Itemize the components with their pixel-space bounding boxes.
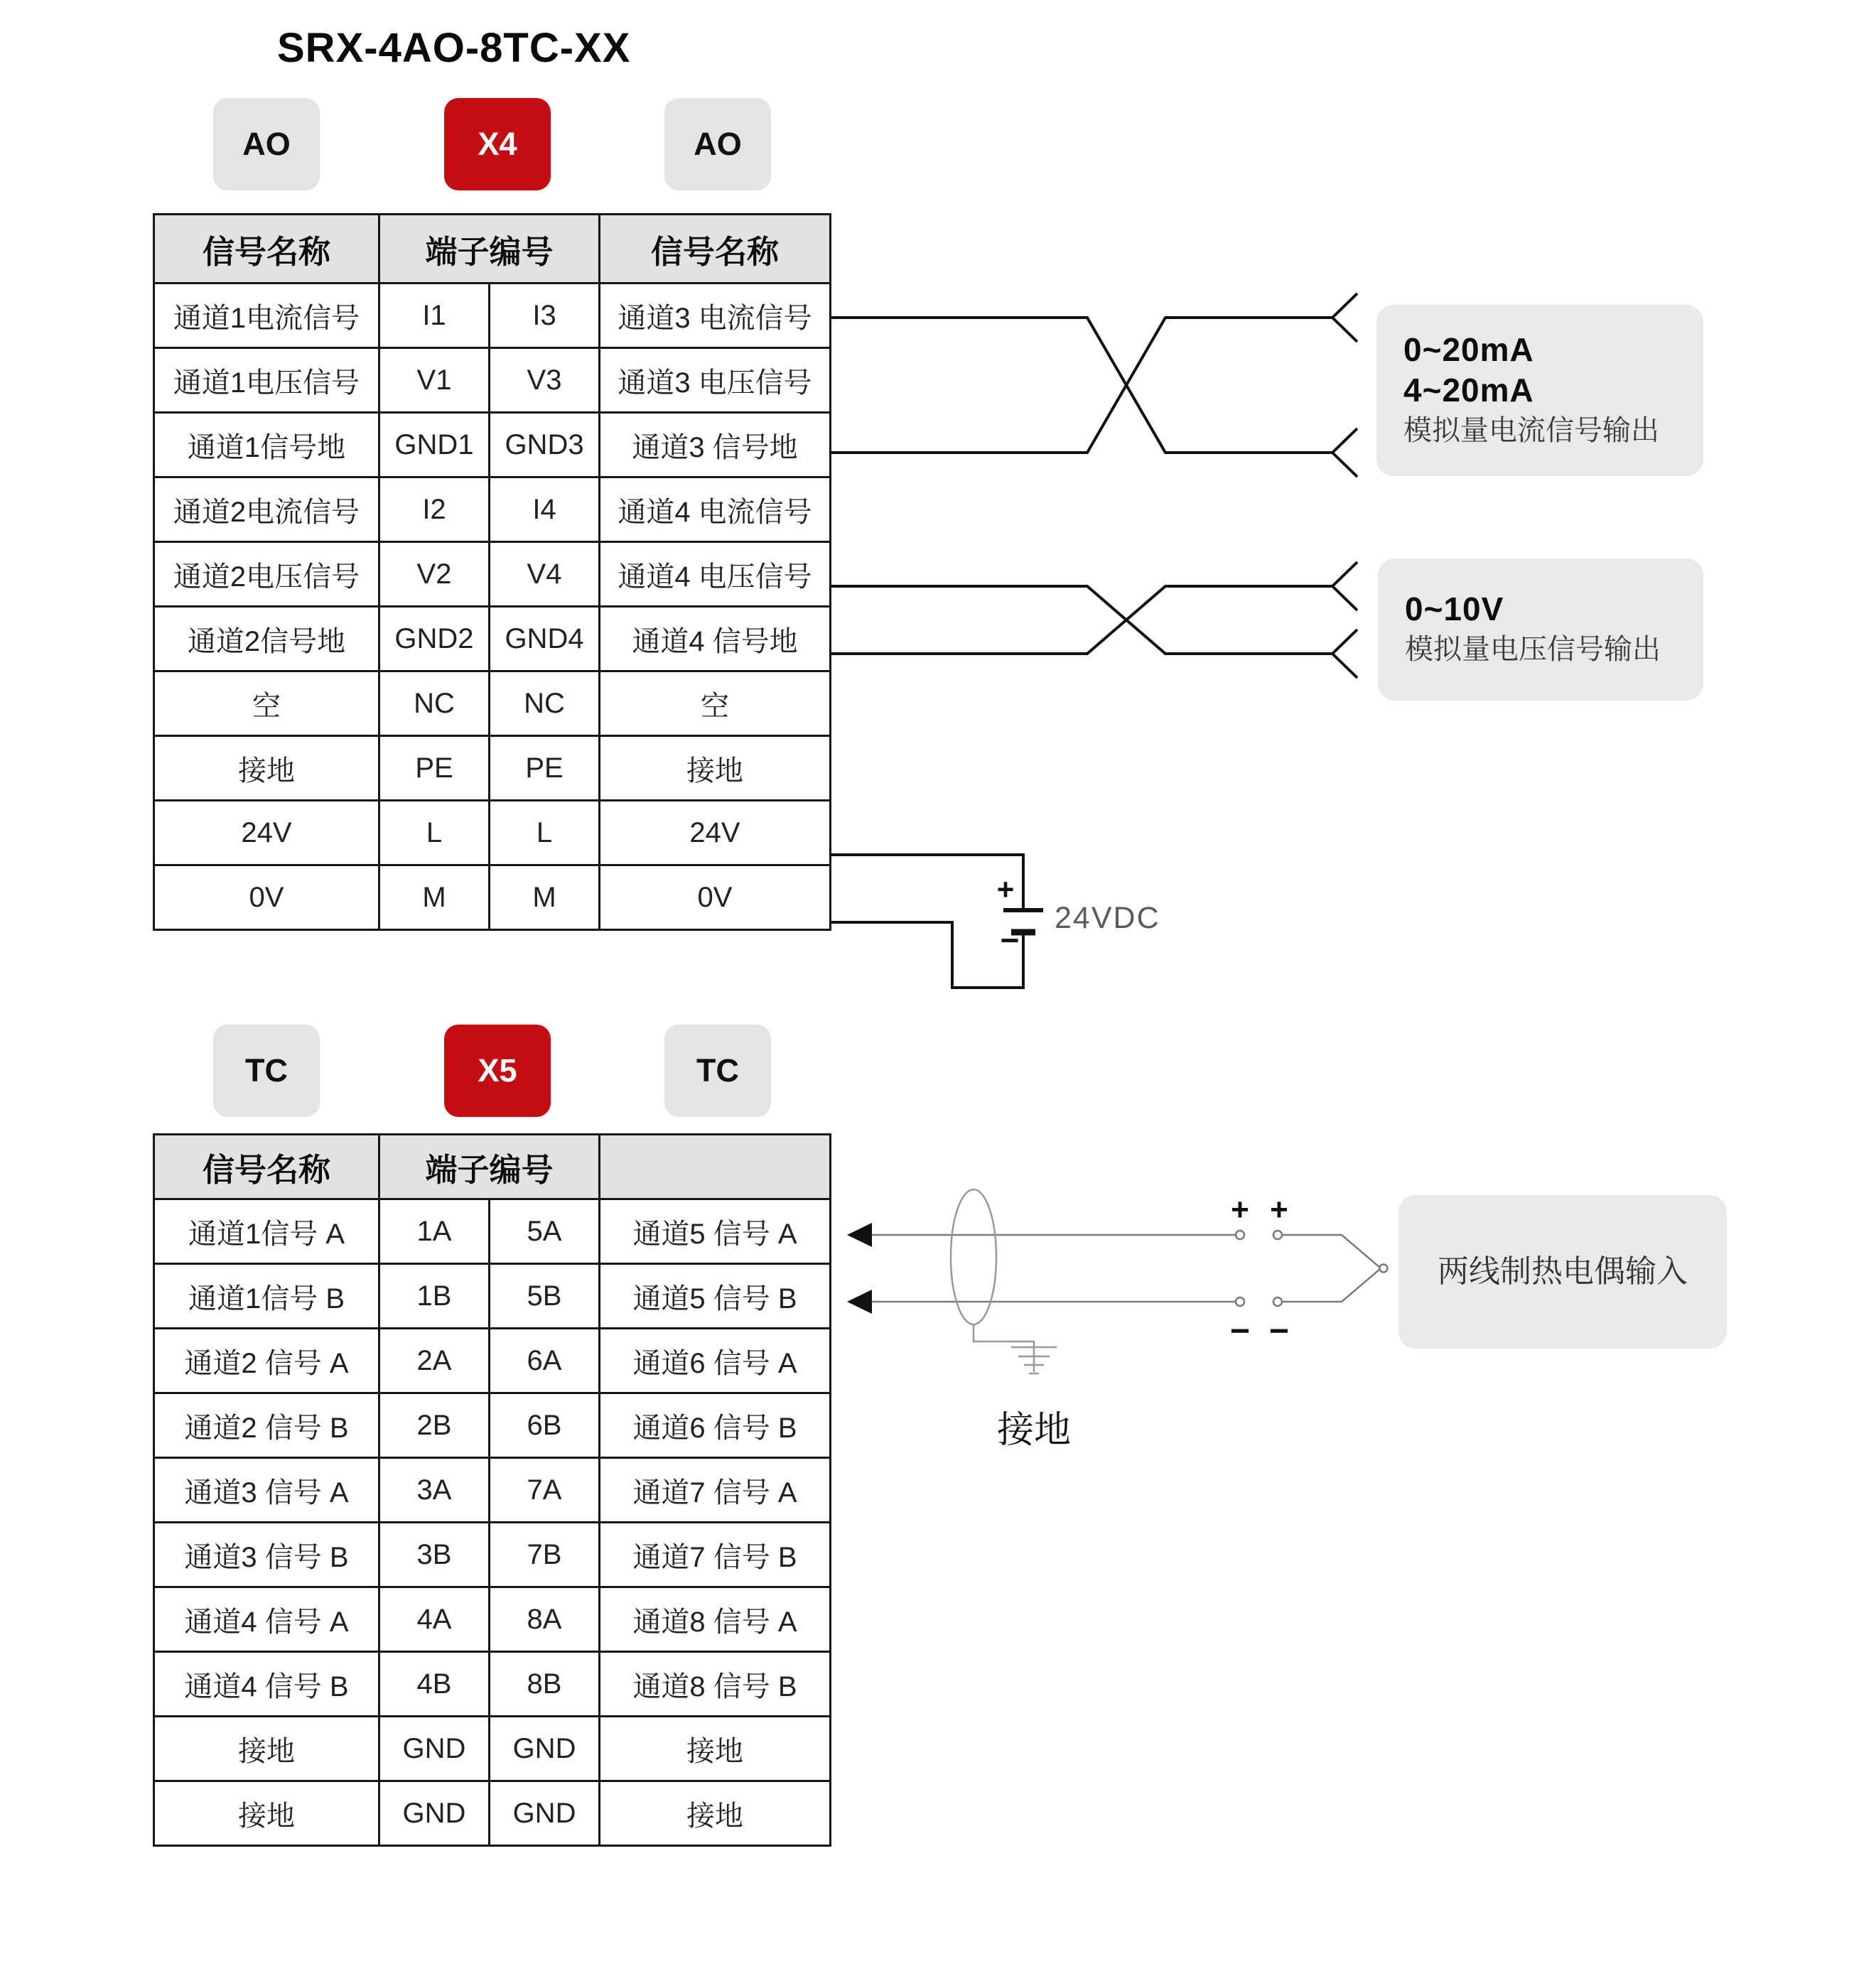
- table-cell: 1A: [379, 1199, 490, 1264]
- table-row: [154, 348, 831, 413]
- table-cell: 通道1电压信号: [154, 348, 379, 413]
- table-cell: GND: [490, 1717, 600, 1781]
- table-cell: GND: [379, 1781, 490, 1846]
- page-title: SRX-4AO-8TC-XX: [277, 25, 631, 71]
- table-cell: 通道7 信号 B: [600, 1523, 831, 1587]
- table-cell: 4A: [379, 1587, 490, 1652]
- table-cell: I3: [490, 284, 600, 348]
- thermocouple-wires: [872, 1235, 1380, 1302]
- table-cell: GND3: [490, 413, 600, 477]
- table-cell: M: [490, 865, 600, 930]
- table-cell: PE: [379, 736, 490, 801]
- table-cell: NC: [379, 671, 490, 736]
- badge-connector-x4: X4: [444, 98, 551, 190]
- badge-ao-left: AO: [213, 98, 320, 190]
- table-cell: PE: [490, 736, 600, 801]
- current-output-twisted-pair: [829, 293, 1357, 477]
- tc-minus-sign: −: [1229, 1312, 1251, 1350]
- badge-tc-right: TC: [664, 1025, 771, 1117]
- table-cell: 通道4 信号 B: [154, 1652, 379, 1717]
- table-cell: 通道7 信号 A: [600, 1458, 831, 1523]
- ao-wiring-svg: [829, 284, 1405, 1002]
- column-header: 信号名称: [154, 1135, 379, 1199]
- cable-shield-symbol: [951, 1189, 996, 1324]
- table-row: [154, 801, 831, 865]
- table-row: [154, 477, 831, 542]
- badge-ao-right: AO: [664, 98, 771, 190]
- table-cell: 接地: [154, 1717, 379, 1781]
- table-cell: 通道3 信号地: [600, 413, 831, 477]
- table-cell: 8B: [490, 1652, 600, 1717]
- current-range-2: 4~20mA: [1403, 372, 1534, 409]
- table-cell: 4B: [379, 1652, 490, 1717]
- terminal-circles: [1236, 1231, 1388, 1306]
- table-row: [154, 671, 831, 736]
- table-row: [154, 1393, 831, 1458]
- wire-fork-connector: [1332, 630, 1357, 678]
- battery-plus-sign: +: [996, 873, 1015, 906]
- table-cell: 通道3 电流信号: [600, 284, 831, 348]
- table-cell: 通道8 信号 A: [600, 1587, 831, 1652]
- wire-fork-connector: [1332, 562, 1357, 610]
- table-row: [154, 284, 831, 348]
- table-cell: 通道2信号地: [154, 607, 379, 671]
- table-cell: 7B: [490, 1523, 600, 1587]
- table-cell: V1: [379, 348, 490, 413]
- tc-pin-table: [153, 1133, 831, 1847]
- table-cell: 接地: [600, 736, 831, 801]
- table-cell: L: [379, 801, 490, 865]
- table-cell: 通道2电压信号: [154, 542, 379, 607]
- badge-connector-x5: X5: [444, 1025, 551, 1117]
- table-cell: 通道3 信号 A: [154, 1458, 379, 1523]
- table-row: [154, 1781, 831, 1846]
- table-row: [154, 1717, 831, 1781]
- table-cell: 通道3 信号 B: [154, 1523, 379, 1587]
- tc-plus-sign: +: [1270, 1192, 1288, 1227]
- column-header: 端子编号: [379, 1135, 600, 1199]
- wire-arrowhead: [847, 1223, 872, 1247]
- table-row: [154, 542, 831, 607]
- table-cell: 通道2 信号 B: [154, 1393, 379, 1458]
- table-row: [154, 413, 831, 477]
- voltage-range: 0~10V: [1405, 590, 1504, 627]
- table-cell: L: [490, 801, 600, 865]
- battery-voltage-label: 24VDC: [1055, 901, 1160, 935]
- voltage-output-label-box: [1378, 558, 1703, 701]
- table-cell: NC: [490, 671, 600, 736]
- table-cell: 通道1信号 B: [154, 1264, 379, 1329]
- table-cell: 通道3 电压信号: [600, 348, 831, 413]
- table-cell: I2: [379, 477, 490, 542]
- earth-ground-symbol: [974, 1324, 1057, 1373]
- table-cell: 通道5 信号 A: [600, 1199, 831, 1264]
- table-cell: 7A: [490, 1458, 600, 1523]
- table-row: [154, 1523, 831, 1587]
- table-cell: 接地: [600, 1717, 831, 1781]
- table-cell: V2: [379, 542, 490, 607]
- table-cell: GND: [490, 1781, 600, 1846]
- column-header: 信号名称: [600, 215, 831, 284]
- thermocouple-input-caption: 两线制热电偶输入: [1438, 1254, 1688, 1289]
- table-cell: 24V: [154, 801, 379, 865]
- table-row: [154, 1587, 831, 1652]
- current-output-caption: 模拟量电流信号输出: [1403, 415, 1659, 446]
- table-cell: 3B: [379, 1523, 490, 1587]
- thermocouple-junction: [1380, 1265, 1388, 1273]
- table-cell: 通道4 信号地: [600, 607, 831, 671]
- table-header-row: [154, 1135, 831, 1199]
- table-cell: 2B: [379, 1393, 490, 1458]
- column-header: [600, 1135, 831, 1199]
- table-cell: 0V: [154, 865, 379, 930]
- table-row: [154, 1652, 831, 1717]
- table-cell: 空: [154, 671, 379, 736]
- table-header-row: [154, 215, 831, 284]
- voltage-output-twisted-pair: [829, 562, 1357, 678]
- table-row: [154, 1458, 831, 1523]
- table-cell: GND4: [490, 607, 600, 671]
- ground-label: 接地: [996, 1409, 1071, 1452]
- table-row: [154, 1264, 831, 1329]
- table-cell: 5B: [490, 1264, 600, 1329]
- table-cell: 通道1信号地: [154, 413, 379, 477]
- wire-fork-connector: [1332, 428, 1357, 477]
- table-cell: V4: [490, 542, 600, 607]
- table-cell: 通道5 信号 B: [600, 1264, 831, 1329]
- table-cell: 接地: [154, 1781, 379, 1846]
- column-header: 信号名称: [154, 215, 379, 284]
- tc-plus-sign: +: [1231, 1192, 1249, 1227]
- current-output-label-box: [1376, 305, 1703, 476]
- table-cell: 接地: [154, 736, 379, 801]
- table-cell: 通道2电流信号: [154, 477, 379, 542]
- table-cell: 6A: [490, 1329, 600, 1393]
- table-cell: M: [379, 865, 490, 930]
- table-row: [154, 1329, 831, 1393]
- table-cell: V3: [490, 348, 600, 413]
- table-cell: 通道4 信号 A: [154, 1587, 379, 1652]
- table-cell: 2A: [379, 1329, 490, 1393]
- thermocouple-input-label-box: [1398, 1195, 1727, 1349]
- table-cell: 通道2 信号 A: [154, 1329, 379, 1393]
- ao-pin-table: [153, 213, 831, 931]
- table-cell: 通道1信号 A: [154, 1199, 379, 1264]
- wire-fork-connector: [1332, 293, 1357, 342]
- battery-minus-sign: −: [1000, 922, 1020, 959]
- table-cell: 8A: [490, 1587, 600, 1652]
- voltage-output-caption: 模拟量电压信号输出: [1405, 634, 1661, 665]
- current-range-1: 0~20mA: [1403, 331, 1534, 368]
- table-row: [154, 865, 831, 930]
- table-cell: 空: [600, 671, 831, 736]
- table-cell: GND1: [379, 413, 490, 477]
- table-cell: 通道6 信号 A: [600, 1329, 831, 1393]
- table-cell: 通道4 电压信号: [600, 542, 831, 607]
- table-cell: I1: [379, 284, 490, 348]
- table-cell: I4: [490, 477, 600, 542]
- table-cell: GND2: [379, 607, 490, 671]
- table-row: [154, 736, 831, 801]
- table-cell: 通道1电流信号: [154, 284, 379, 348]
- tc-wiring-svg: [829, 1172, 1412, 1471]
- table-cell: 3A: [379, 1458, 490, 1523]
- badge-tc-left: TC: [213, 1025, 320, 1117]
- table-cell: 6B: [490, 1393, 600, 1458]
- column-header: 端子编号: [379, 215, 600, 284]
- table-cell: 通道6 信号 B: [600, 1393, 831, 1458]
- table-cell: 通道8 信号 B: [600, 1652, 831, 1717]
- table-cell: 通道4 电流信号: [600, 477, 831, 542]
- table-cell: GND: [379, 1717, 490, 1781]
- table-cell: 5A: [490, 1199, 600, 1264]
- table-cell: 接地: [600, 1781, 831, 1846]
- table-cell: 24V: [600, 801, 831, 865]
- table-row: [154, 607, 831, 671]
- tc-minus-sign: −: [1268, 1312, 1290, 1350]
- table-cell: 0V: [600, 865, 831, 930]
- table-cell: 1B: [379, 1264, 490, 1329]
- wire-arrowhead: [847, 1290, 872, 1314]
- table-row: [154, 1199, 831, 1264]
